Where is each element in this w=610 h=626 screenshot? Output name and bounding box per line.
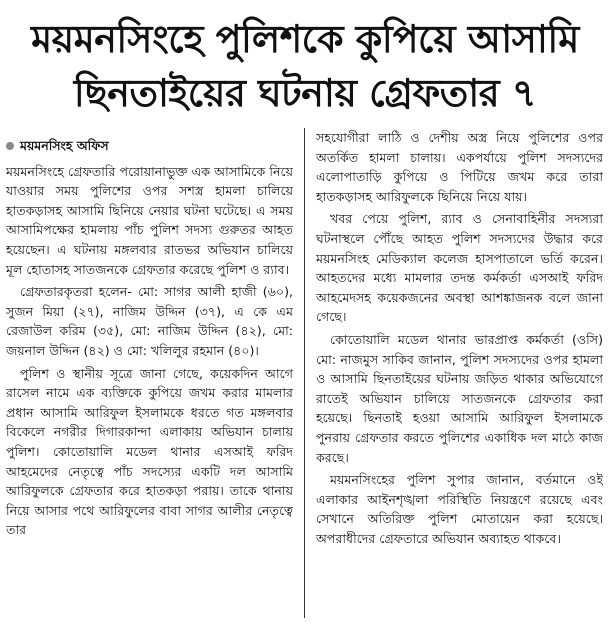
paragraph: কোতোয়ালি মডেল থানার ভারপ্রাপ্ত কর্মকর্তা (ওসি) মো: নাজমুস সাকিব জানান, পুলিশ সদস্যদের ওপর হামলা ও আসামি ছিনতাইয়ের ঘটনায় জড়িত থাকার অভিযোগে রাতেই অভিযান চালিয়ে সাতজনকে গ্রেফতার করা হয়েছে। ছিনতাই হওয়া আসামি আরিফুল ইসলামকে পুনরায় গ্রেফতার করতে পুলিশের একাধিক দল মাঠে কাজ করছে।: [316, 331, 603, 465]
byline-text: ময়মনসিংহ অফিস: [20, 138, 109, 153]
paragraph: সহযোগীরা লাঠি ও দেশীয় অস্ত্র নিয়ে পুলিশের ওপর অতর্কিত হামলা চালায়। একপর্যায়ে পুলিশ সদস্যদের এলোপাতাড়ি কুপিয়ে ও পিটিয়ে জখম করে তারা হাতকড়াসহ আরিফুলকে ছিনিয়ে নিয়ে যায়।: [316, 130, 603, 204]
headline-line-1: ময়মনসিংহে পুলিশকে কুপিয়ে আসামি: [31, 17, 579, 61]
headline: [0, 12, 610, 120]
byline: [6, 136, 293, 156]
paragraph: ময়মনসিংহের পুলিশ সুপার জানান, বর্তমানে ওই এলাকার আইনশৃঙ্খলা পরিস্থিতি নিয়ন্ত্রণে রয়েছে এবং সেখানে অতিরিক্ত পুলিশ মোতায়েন করা হয়েছে। অপরাধীদের গ্রেফতারে অভিযান অব্যাহত থাকবে।: [316, 472, 603, 546]
paragraph: খবর পেয়ে পুলিশ, র‌্যাব ও সেনাবাহিনীর সদস্যরা ঘটনাস্থলে পৌঁছে আহত পুলিশ সদস্যদের উদ্ধার করে ময়মনসিংহ মেডিক্যাল কলেজ হাসপাতালে ভর্তি করেন। আহতদের মধ্যে মামলার তদন্ত কর্মকর্তা এসআই ফরিদ আহমেদসহ কয়েকজনের অবস্থা আশঙ্কাজনক বলে জানা গেছে।: [316, 211, 603, 325]
right-column: [316, 128, 603, 610]
paragraph: পুলিশ ও স্থানীয় সূত্রে জানা গেছে, কয়েকদিন আগে রাসেল নামে এক ব্যক্তিকে কুপিয়ে জখম করার মামলার প্রধান আসামি আরিফুল ইসলামকে ধরতে গত মঙ্গলবার বিকেলে নগরীর দিগারকান্দা এলাকায় অভিযান চালায় পুলিশ। কোতোয়ালি মডেল থানার এসআই ফরিদ আহমেদের নেতৃত্বে পাঁচ সদস্যের একটি দল আসামি আরিফুলকে গ্রেফতার করে হাতকড়া পরায়। তাকে থানায় নিয়ে আসার পথে আরিফুলের বাবা সাগর আলীর নেতৃত্বে তার: [6, 365, 293, 538]
bullet-icon: [6, 142, 14, 150]
paragraph: ময়মনসিংহে গ্রেফতারি পরোয়ানাভুক্ত এক আসামিকে নিয়ে যাওয়ার সময় পুলিশের ওপর সশস্ত্র হামলা চালিয়ে হাতকড়াসহ আসামি ছিনিয়ে নেয়ার ঘটনা ঘটেছে। এ সময় আসামিপক্ষের হামলায় পাঁচ পুলিশ সদস্য গুরুতর আহত হয়েছেন। এ ঘটনায় মঙ্গলবার রাতভর অভিযান চালিয়ে মূল হোতাসহ সাতজনকে গ্রেফতার করেছে পুলিশ ও র‌্যাব।: [6, 163, 293, 277]
left-column: [6, 136, 293, 618]
headline-line-2: ছিনতাইয়ের ঘটনায় গ্রেফতার ৭: [73, 71, 537, 115]
column-divider: [304, 128, 305, 618]
paragraph: গ্রেফতারকৃতরা হলেন- মো: সাগর আলী হাজী (৬০), সুজন মিয়া (২৭), নাজিম উদ্দিন (৩৭), এ কে এম রেজাউল করিম (৩৫), মো: নাজিম উদ্দিন (৪২), মো: জয়নাল উদ্দিন (৪২) ও মো: খলিলুর রহমান (৪০)।: [6, 284, 293, 358]
